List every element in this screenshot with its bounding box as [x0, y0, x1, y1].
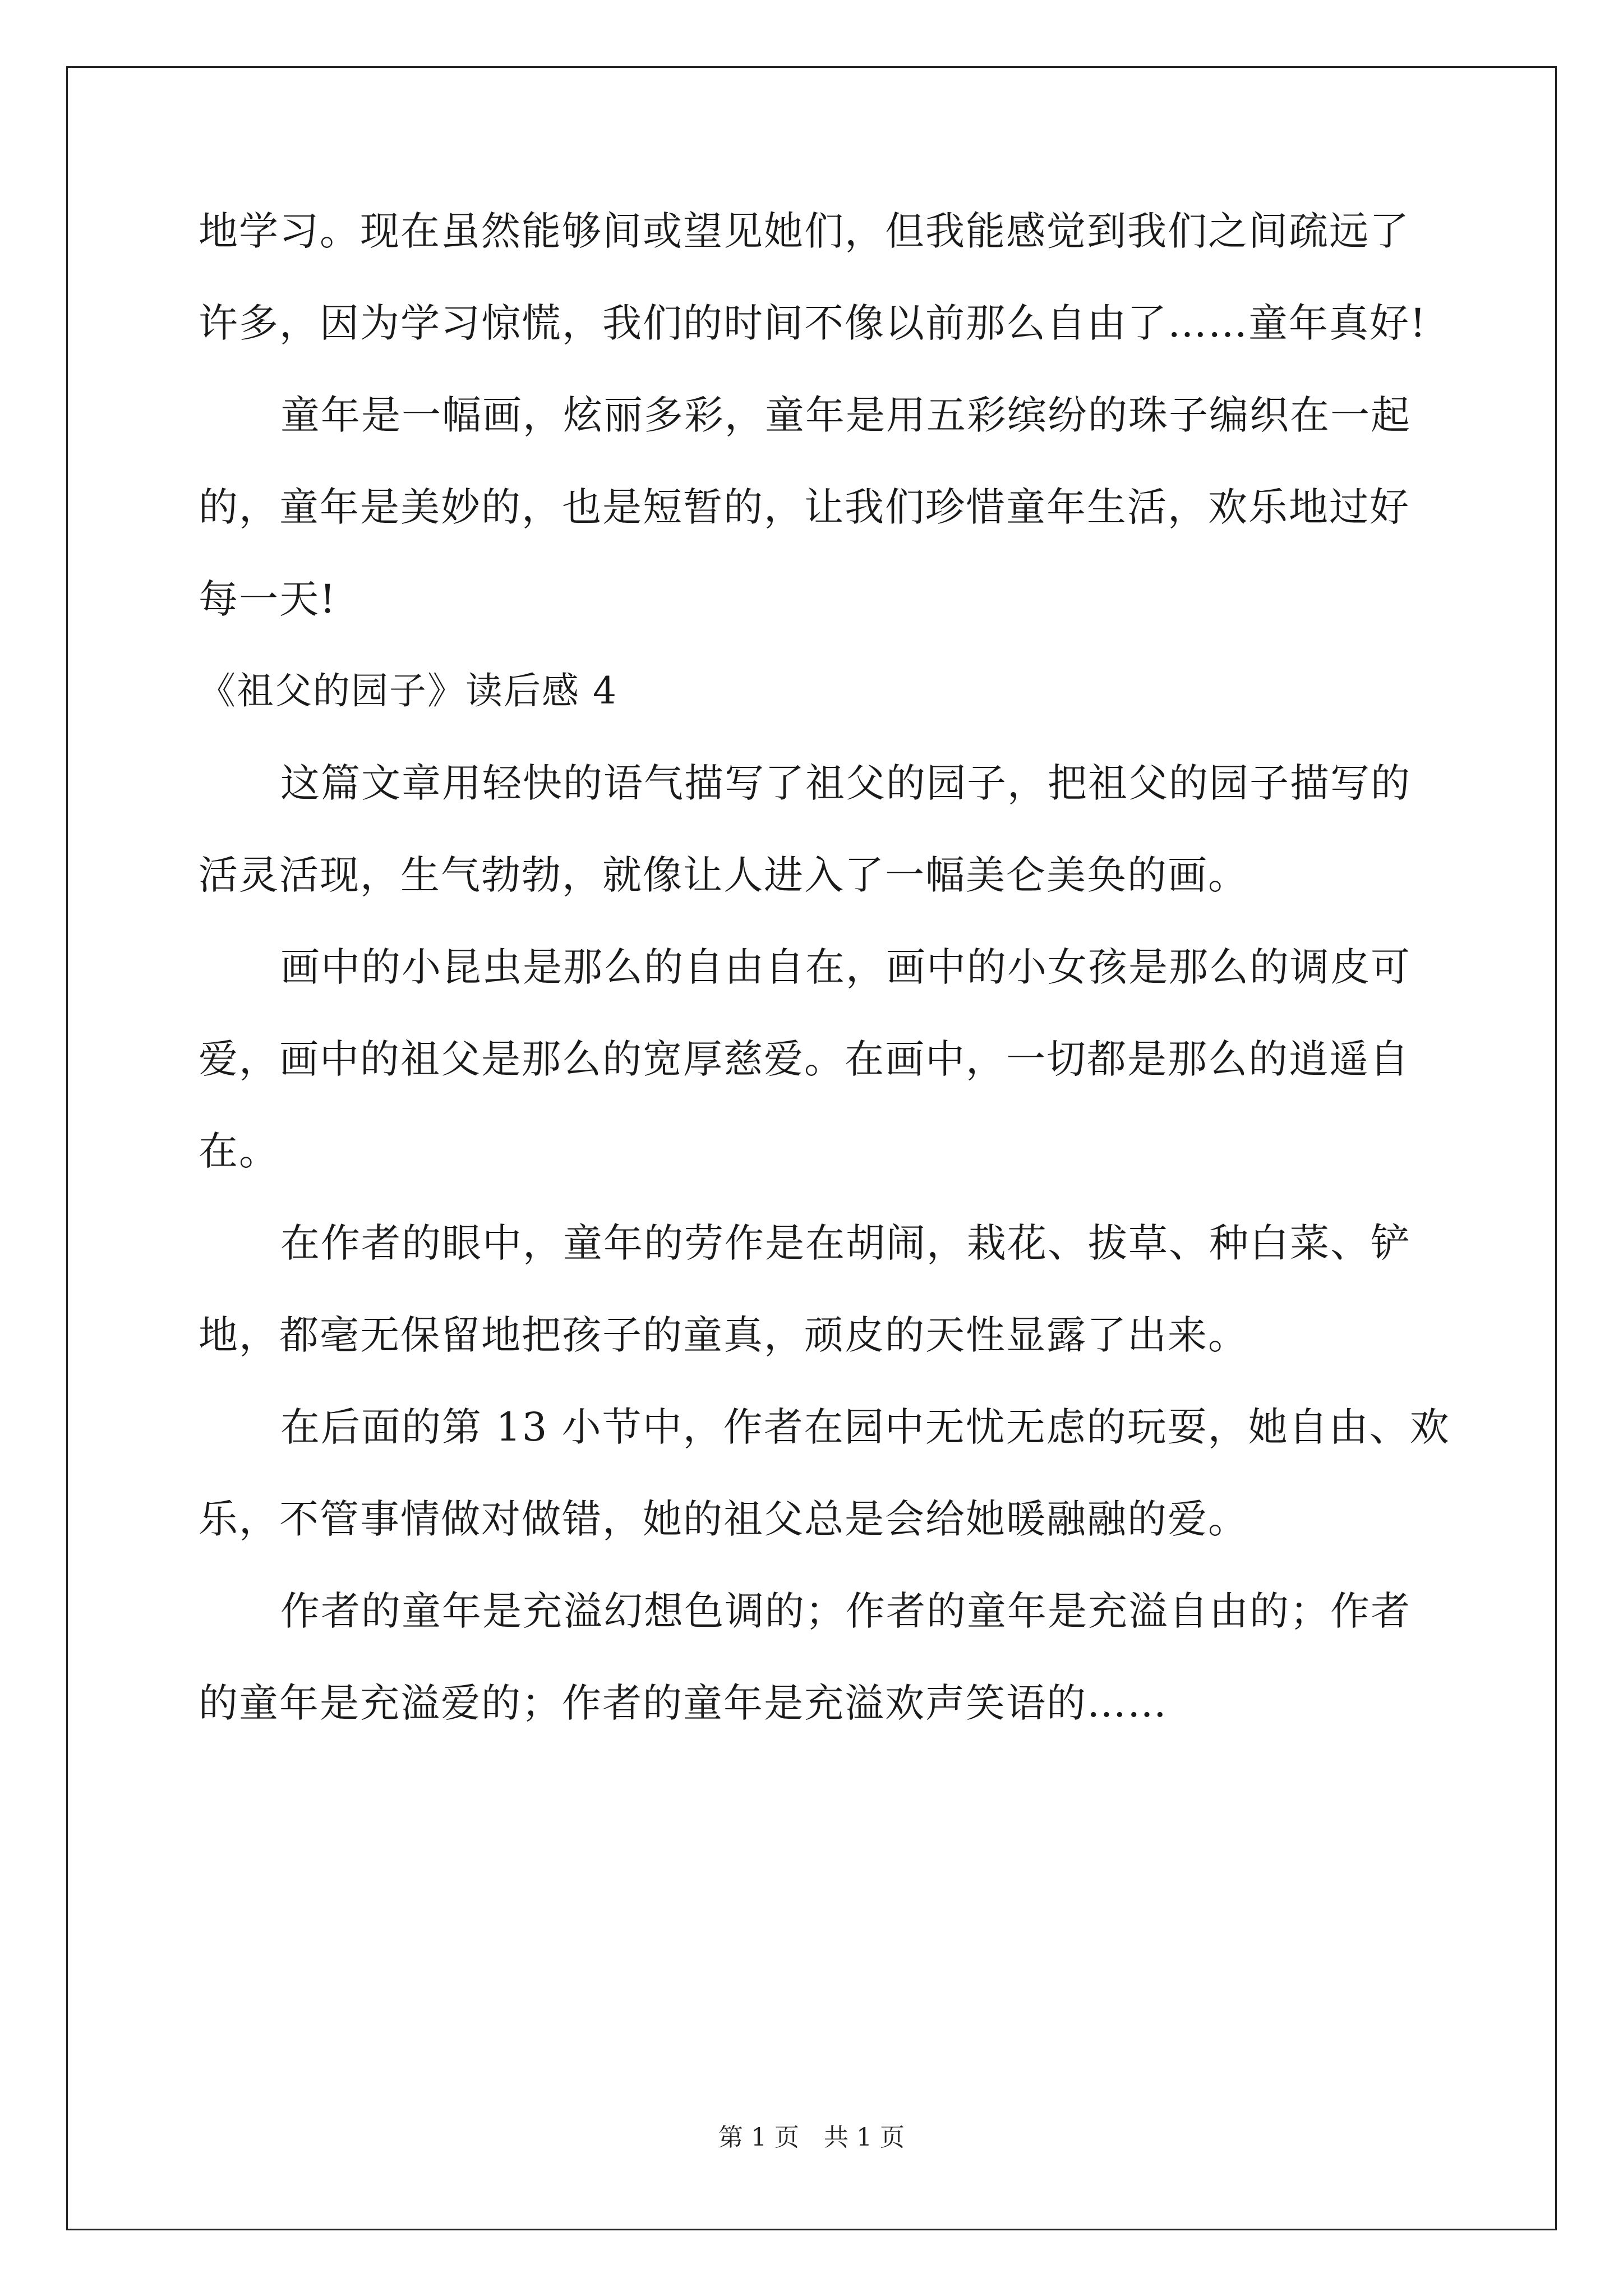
text-line: 每一天!	[199, 576, 337, 622]
text-line: 在。	[199, 1128, 279, 1174]
page-footer: 第 1 页 共 1 页	[718, 2123, 905, 2152]
text-line: 地学习。现在虽然能够间或望见她们，但我能感觉到我们之间疏远了	[199, 208, 1410, 254]
section-heading: 《祖父的园子》读后感 4	[199, 669, 617, 712]
text-line: 地，都毫无保留地把孩子的童真，顽皮的天性显露了出来。	[199, 1312, 1248, 1358]
text-line: 活灵活现，生气勃勃，就像让人进入了一幅美仑美奂的画。	[199, 852, 1248, 898]
document-body	[199, 208, 1450, 1727]
paragraph-start: 在后面的第 13 小节中，作者在园中无忧无虑的玩耍，她自由、欢	[280, 1404, 1450, 1450]
text-line: 爱，画中的祖父是那么的宽厚慈爱。在画中，一切都是那么的逍遥自	[199, 1036, 1410, 1082]
text-line: 的童年是充溢爱的；作者的童年是充溢欢声笑语的……	[199, 1680, 1168, 1726]
paragraph-start: 画中的小昆虫是那么的自由自在，画中的小女孩是那么的调皮可	[280, 944, 1411, 990]
text-line: 的，童年是美妙的，也是短暂的，让我们珍惜童年生活，欢乐地过好	[199, 484, 1410, 530]
paragraph-start: 在作者的眼中，童年的劳作是在胡闹，栽花、拔草、种白菜、铲	[280, 1220, 1411, 1266]
text-line: 乐，不管事情做对做错，她的祖父总是会给她暖融融的爱。	[199, 1496, 1248, 1542]
text-line: 许多，因为学习惊慌，我们的时间不像以前那么自由了……童年真好!	[199, 300, 1427, 346]
paragraph-start: 作者的童年是充溢幻想色调的；作者的童年是充溢自由的；作者	[280, 1588, 1411, 1634]
paragraph-start: 童年是一幅画，炫丽多彩，童年是用五彩缤纷的珠子编织在一起	[280, 392, 1411, 438]
paragraph-start: 这篇文章用轻快的语气描写了祖父的园子，把祖父的园子描写的	[280, 760, 1411, 806]
